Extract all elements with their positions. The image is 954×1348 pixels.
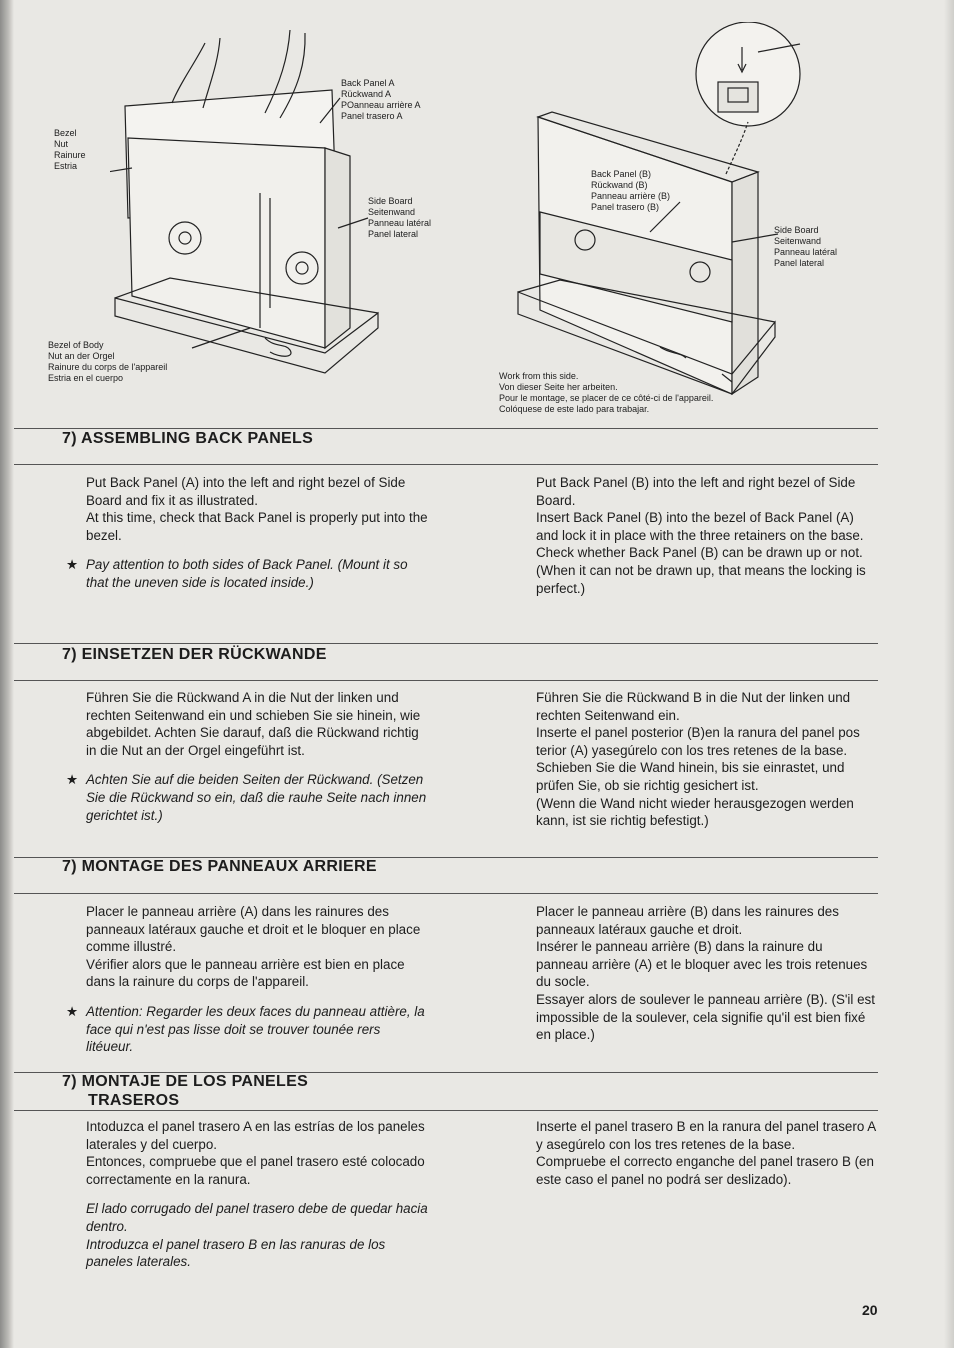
de-left-column [66, 689, 428, 824]
en-note-text: Pay attention to both sides of Back Panel. (Mount it so that the uneven side is located inside.) [86, 557, 408, 590]
section-title-es-line-1: 7) MONTAJE DE LOS PANELES [62, 1073, 309, 1090]
fr-note [66, 1003, 428, 1056]
section-title-en: 7) ASSEMBLING BACK PANELS [62, 430, 314, 447]
es-right-para-2: Compruebe el correcto enganche del panel trasero B (en este caso el panel no podrá ser deslizado). [536, 1154, 874, 1187]
es-note-2: Introduzca el panel trasero B en las ranuras de los paneles laterales. [86, 1236, 386, 1270]
fr-right-column [536, 903, 878, 1044]
star-icon: ★ [66, 557, 79, 573]
fr-right-para-3: Essayer alors de soulever le panneau arrière (B). (S'il est impossible de la soulever, cela signifie qu'il est bien fixé en place.) [536, 991, 875, 1043]
label-back-panel-a: Back Panel A Rückwand A POanneau arrière A Panel trasero A [341, 78, 421, 121]
es-right-para-1: Inserte el panel trasero B en la ranura del panel trasero A y asegúrelo con los tres retenes de la base. [536, 1119, 876, 1152]
de-right-para-4: (Wenn die Wand nicht wieder herausgezogen werden kann, ist sie richtig befestigt.) [536, 795, 854, 829]
section-title-es [62, 1072, 308, 1110]
fr-right-para-1: Placer le panneau arrière (B) dans les rainures des panneaux latéraux gauche et droit. [536, 904, 839, 937]
bottom-divider-fr [14, 893, 878, 894]
section-title-de: 7) EINSETZEN DER RÜCKWANDE [62, 646, 327, 663]
en-right-para-1: Put Back Panel (B) into the left and right bezel of Side Board. [536, 475, 856, 508]
section-title-fr: 7) MONTAGE DES PANNEAUX ARRIERE [62, 858, 377, 875]
es-note: El lado corrugado del panel trasero debe de quedar hacia dentro. [86, 1201, 428, 1234]
fr-left-para-1: Placer le panneau arrière (A) dans les rainures des panneaux latéraux gauche et droit et le bloquer en place comme illustré. [86, 904, 421, 955]
es-left-column [86, 1118, 428, 1271]
label-side-board-right: Side Board Seitenwand Panneau latéral Panel lateral [774, 225, 838, 268]
en-right-column [536, 474, 878, 597]
bottom-divider-es [14, 1110, 878, 1111]
en-left-para-1: Put Back Panel (A) into the left and right bezel of Side Board and fix it as illustrated. [86, 475, 406, 508]
de-left-para-1: Führen Sie die Rückwand A in die Nut der linken und rechten Seitenwand ein und schieben Sie sie hinein, wie abgebildet. Achten Sie darauf, daß die Rückwand richtig in die Nut an der Orgel eingeführt ist. [86, 690, 421, 758]
bottom-divider-de [14, 680, 878, 681]
fr-right-para-2: Insérer le panneau arrière (B) dans la rainure du panneau arrière (A) et le bloquer avec les trois retenues du socle. [536, 939, 868, 990]
fr-left-column [66, 903, 428, 1056]
en-right-para-4: (When it can not be drawn up, that means the locking is perfect.) [536, 562, 866, 596]
label-bezel-of-body: Bezel of Body Nut an der Orgel Rainure du corps de l'appareil Estria en el cuerpo [48, 340, 168, 383]
en-right-para-3: Check whether Back Panel (B) can be drawn up or not. [536, 545, 863, 561]
bottom-divider-en [14, 464, 878, 465]
top-divider-en [14, 428, 878, 429]
section-title-es-line-2: TRASEROS [88, 1092, 180, 1109]
label-side-board-left: Side Board Seitenwand Panneau latéral Panel lateral [368, 196, 432, 239]
de-note [66, 771, 428, 824]
de-right-column [536, 689, 878, 830]
de-note-text: Achten Sie auf die beiden Seiten der Rückwand. (Setzen Sie die Rückwand so ein, daß die rauhe Seite nach innen gerichtet ist.) [86, 772, 427, 823]
de-right-para-3: Schieben Sie die Wand hinein, bis sie einrastet, und prüfen Sie, ob sie richtig gesichert ist. [536, 760, 845, 793]
de-right-para-1: Führen Sie die Rückwand B in die Nut der linken und rechten Seitenwand ein. [536, 690, 851, 723]
en-left-column [66, 474, 428, 592]
page-number: 20 [862, 1302, 878, 1318]
star-icon: ★ [66, 772, 79, 788]
en-left-para-2: At this time, check that Back Panel is properly put into the bezel. [86, 510, 428, 543]
es-right-column [536, 1118, 878, 1188]
de-right-para-2: Inserte el panel posterior (B)en la ranura del panel pos terior (A) yasegúrelo con los tres retenes de la base. [536, 725, 860, 758]
es-left-para-1: Intoduzca el panel trasero A en las estrías de los paneles laterales y del cuerpo. [86, 1119, 425, 1152]
en-note [66, 556, 428, 591]
label-work-side: Work from this side. Von dieser Seite her arbeiten. Pour le montage, se placer de ce côté-ci de l'appareil. Colóquese de este lado para trabajar. [499, 371, 714, 414]
fr-note-text: Attention: Regarder les deux faces du panneau attière, la face qui n'est pas lisse doit se trouver tounée rers litéueur. [86, 1003, 425, 1055]
en-right-para-2: Insert Back Panel (B) into the bezel of Back Panel (A) and lock it in place with the three retainers on the base. [536, 510, 864, 543]
top-divider-de [14, 643, 878, 644]
es-left-para-2: Entonces, compruebe que el panel trasero esté colocado correctamente en la ranura. [86, 1154, 425, 1187]
fr-left-para-2: Vérifier alors que le panneau arrière est bien en place dans la rainure du corps de l'appareil. [86, 956, 405, 990]
label-back-panel-b: Back Panel (B) Rückwand (B) Panneau arrière (B) Panel trasero (B) [591, 169, 671, 212]
label-bezel: Bezel Nut Rainure Estria [54, 128, 86, 171]
page-shadow-left [0, 0, 14, 1348]
star-icon: ★ [66, 1003, 79, 1019]
page-shadow-right [944, 0, 954, 1348]
